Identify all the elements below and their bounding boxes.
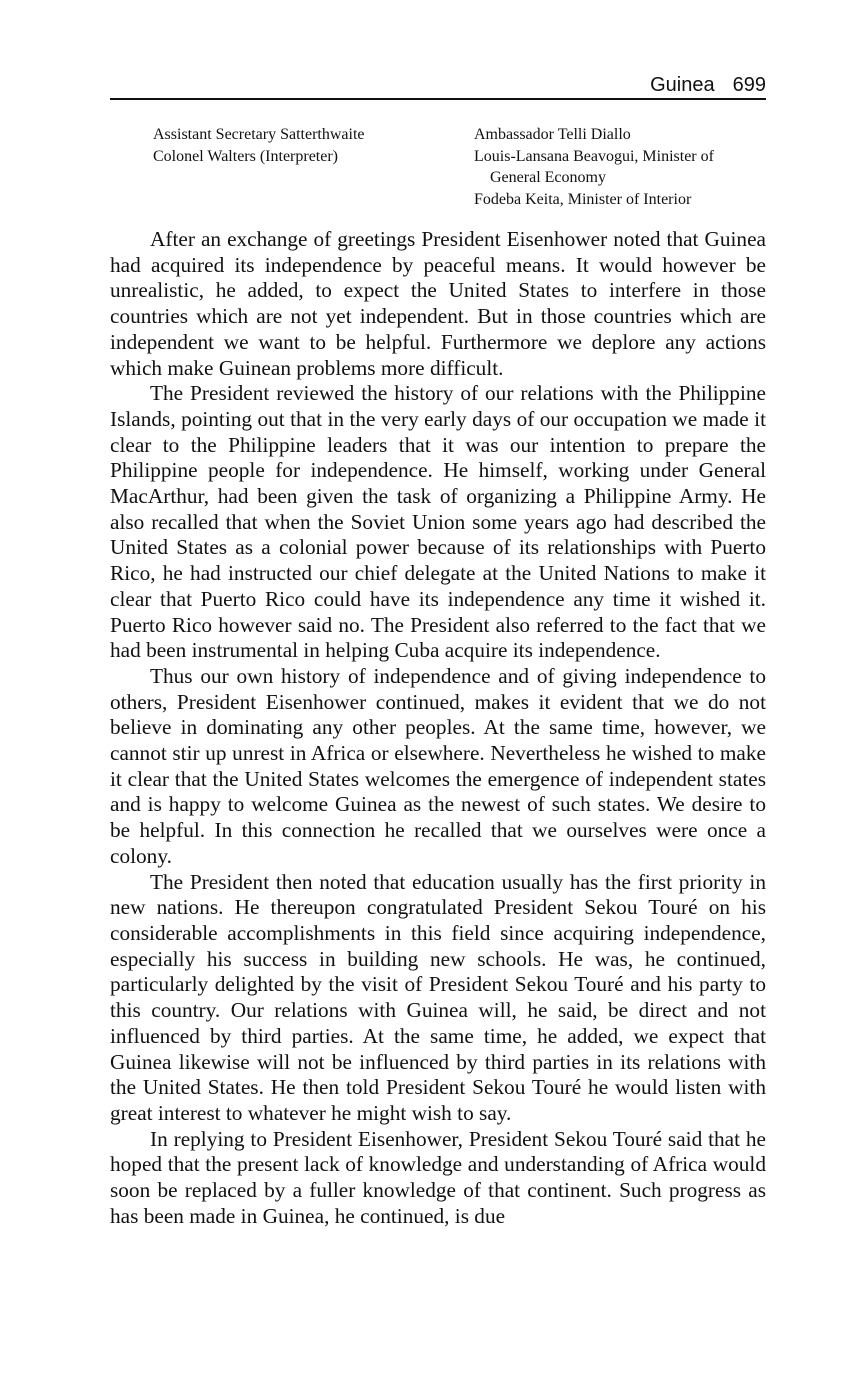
us-participants — [153, 124, 453, 167]
participant-continuation: General Economy — [490, 169, 606, 186]
participant: Louis-Lansana Beavogui, Minister of — [474, 147, 714, 165]
page-number: 699 — [732, 74, 766, 96]
section-title: Guinea — [650, 74, 715, 96]
participant: Assistant Secretary Satterthwaite — [153, 126, 365, 143]
running-header — [110, 72, 766, 100]
participant: Fodeba Keita, Minister of Interior — [474, 190, 692, 208]
paragraph: In replying to President Eisenhower, President Sekou Touré said that he hoped that the present lack of knowledge and understanding of Africa would soon be replaced by a fuller knowledge of that continent. Such progress as has been made in Guinea, he continued, is due — [110, 1126, 766, 1228]
participant: Colonel Walters (Interpreter) — [153, 147, 339, 165]
memorandum-body — [110, 227, 766, 1229]
participant: Ambassador Telli Diallo — [474, 126, 631, 143]
paragraph: The President reviewed the history of our relations with the Philippine Islands, pointing out that in the very early days of our occupation we made it clear to the Philippine leaders that it was our intention to prepare the Philippine people for independence. He himself, working under General MacArthur, had been given the task of organizing a Philippine Army. He also recalled that when the Soviet Union some years ago had described the United States as a colonial power because of its relationships with Puerto Rico, he had instructed our chief delegate at the United Nations to make it clear that Puerto Rico could have its independence any time it wished it. Puerto Rico however said no. The President also referred to the fact that we had been instrumental in helping Cuba acquire its independence. — [110, 381, 766, 663]
paragraph: After an exchange of greetings President Eisenhower noted that Guinea had acquired its independence by peaceful means. It would however be unrealistic, he added, to expect the United States to interfere in those countries which are not yet independent. But in those countries which are independent we want to be helpful. Furthermore we deplore any actions which make Guinean problems more difficult. — [110, 227, 766, 380]
guinea-participants — [474, 124, 774, 210]
paragraph: The President then noted that education usually has the first priority in new nations. He thereupon congratulated President Sekou Touré on his considerable accomplishments in this field since acquiring independence, especially his success in building new schools. He was, he continued, particularly delighted by the visit of President Sekou Touré and his party to this country. Our relations with Guinea will, he said, be direct and not influenced by third parties. At the same time, he added, we expect that Guinea likewise will not be influenced by third parties in its relations with the United States. He then told President Sekou Touré he would listen with great interest to whatever he might wish to say. — [110, 869, 766, 1125]
paragraph: Thus our own history of independence and of giving independence to others, President Eisenhower continued, makes it evident that we do not believe in dominating any other peoples. At the same time, however, we cannot stir up unrest in Africa or elsewhere. Nevertheless he wished to make it clear that the United States welcomes the emergence of independent states and is happy to welcome Guinea as the newest of such states. We desire to be helpful. In this connection he recalled that we ourselves were once a colony. — [110, 663, 766, 868]
